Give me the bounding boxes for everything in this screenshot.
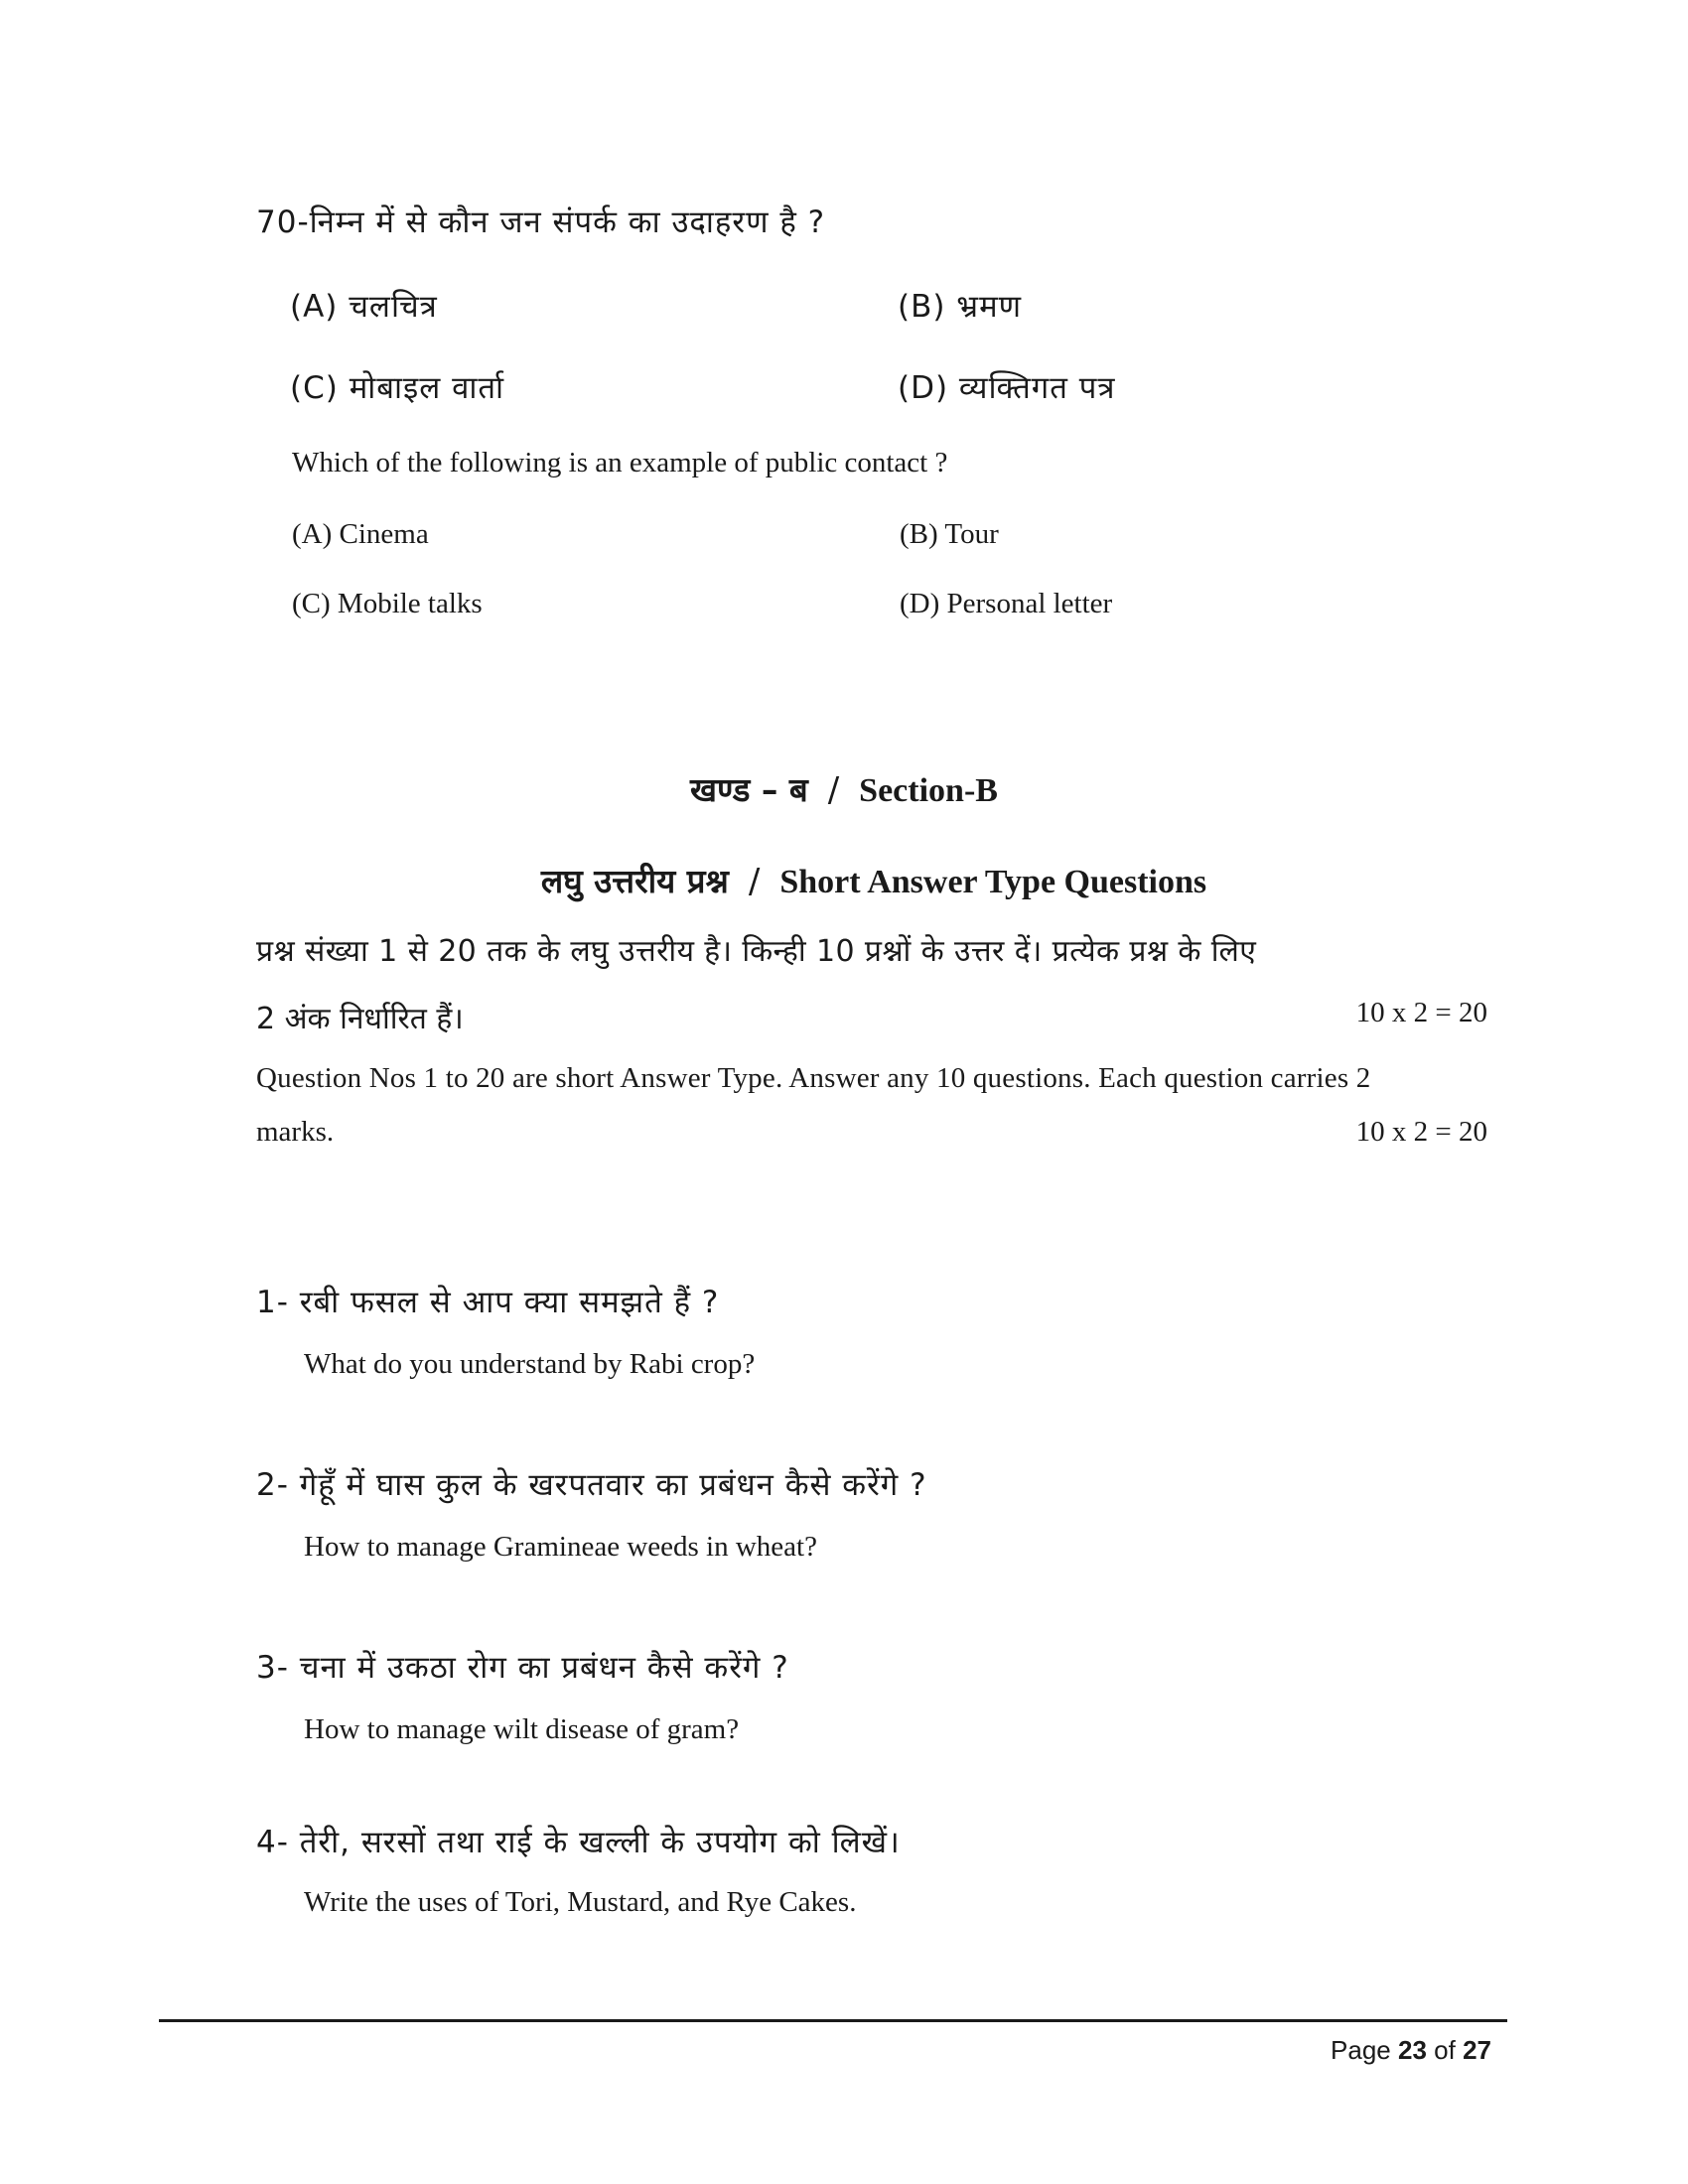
q70-hindi-question: 70-निम्न में से कौन जन संपर्क का उदाहरण है ? [256, 205, 826, 240]
footer-divider [159, 2019, 1507, 2022]
section-heading [0, 766, 1688, 811]
question-4-hindi: 4- तेरी, सरसों तथा राई के खल्ली के उपयोग को लिखें। [256, 1825, 901, 1860]
question-2-english: How to manage Gramineae weeds in wheat? [304, 1531, 817, 1563]
question-2-hindi: 2- गेहूँ में घास कुल के खरपतवार का प्रबंधन कैसे करेंगे ? [256, 1467, 927, 1503]
q70-english-option-b: (B) Tour [900, 518, 999, 550]
q70-hindi-option-a: (A) चलचित्र [290, 289, 438, 325]
page-current: 23 [1398, 2035, 1427, 2065]
section-heading-slash: / [827, 770, 840, 810]
instructions-english-line2: marks. [256, 1116, 335, 1148]
q70-english-option-c: (C) Mobile talks [292, 588, 483, 619]
instructions-english-line1: Question Nos 1 to 20 are short Answer Type. Answer any 10 questions. Each question carries 2 [256, 1062, 1371, 1094]
q70-hindi-option-c: (C) मोबाइल वार्ता [290, 370, 505, 406]
subsection-heading [0, 858, 1688, 902]
instructions-english-line2-row [256, 1116, 1487, 1149]
instructions-english-marks: 10 x 2 = 20 [1355, 1116, 1487, 1148]
page-of-word: of [1434, 2035, 1456, 2065]
q70-hindi-option-b: (B) भ्रमण [898, 289, 1023, 325]
q70-english-option-d: (D) Personal letter [900, 588, 1113, 619]
q70-hindi-option-d: (D) व्यक्तिगत पत्र [898, 370, 1116, 406]
instructions-hindi-line2: 2 अंक निर्धारित हैं। [256, 1002, 464, 1036]
q70-english-option-a: (A) Cinema [292, 518, 429, 550]
question-1-hindi: 1- रबी फसल से आप क्या समझते हैं ? [256, 1285, 720, 1320]
question-3-hindi: 3- चना में उकठा रोग का प्रबंधन कैसे करेंगे ? [256, 1650, 789, 1686]
subsection-heading-slash: / [748, 862, 761, 901]
section-heading-english: Section-B [859, 772, 998, 809]
q70-english-question: Which of the following is an example of public contact ? [292, 447, 948, 478]
question-1-english: What do you understand by Rabi crop? [304, 1348, 756, 1380]
section-heading-hindi: खण्ड – ब [690, 770, 808, 809]
instructions-hindi-line1: प्रश्न संख्या 1 से 20 तक के लघु उत्तरीय है। किन्ही 10 प्रश्नों के उत्तर दें। प्रत्येक प्रश्न के लिए [256, 934, 1257, 969]
question-3-english: How to manage wilt disease of gram? [304, 1713, 740, 1745]
page-number [1331, 2035, 1491, 2066]
page-total: 27 [1463, 2035, 1491, 2065]
question-4-english: Write the uses of Tori, Mustard, and Rye Cakes. [304, 1886, 857, 1918]
subsection-heading-hindi: लघु उत्तरीय प्रश्न [540, 862, 729, 900]
subsection-heading-english: Short Answer Type Questions [779, 864, 1207, 900]
instructions-hindi-marks: 10 x 2 = 20 [1355, 997, 1487, 1028]
instructions-hindi-line2-row [256, 997, 1487, 1037]
page-word: Page [1331, 2035, 1391, 2065]
